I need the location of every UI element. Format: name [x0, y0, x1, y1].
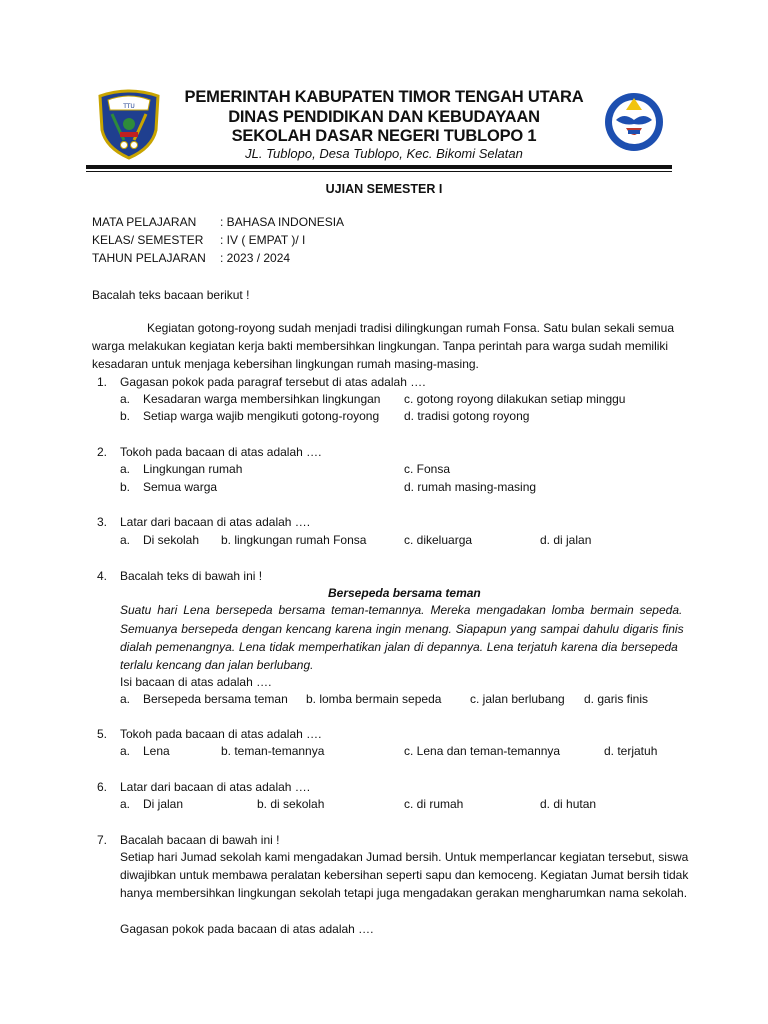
q6-option-c: c. di rumah — [404, 797, 464, 811]
svg-text:TTU: TTU — [123, 103, 135, 110]
q4-question: Isi bacaan di atas adalah …. — [120, 675, 272, 689]
header-line-1: PEMERINTAH KABUPATEN TIMOR TENGAH UTARA — [184, 88, 584, 106]
q3-option-d: d. di jalan — [540, 533, 592, 547]
q1-text: Gagasan pokok pada paragraf tersebut di atas adalah …. — [120, 375, 426, 389]
q6-number: 6. — [97, 780, 108, 794]
story-line-3: dialah pemenangnya. Lena tidak memperhatikan jalan di depannya. Lena terjatuh karena dia bersepeda — [120, 640, 678, 654]
info-label-subject: MATA PELAJARAN — [92, 215, 197, 229]
q1-a-letter: a. — [120, 392, 131, 406]
story-line-2: Semuanya bersepeda dengan kencang karena ingin menang. Siapapun yang sampai dahulu digaris finis — [120, 622, 684, 636]
q4-option-c: c. jalan berlubang — [470, 692, 565, 706]
q4-option-b: b. lomba bermain sepeda — [306, 692, 442, 706]
q5-option-d: d. terjatuh — [604, 744, 658, 758]
story-line-1: Suatu hari Lena bersepeda bersama teman-temannya. Mereka mengadakan lomba bermain sepeda. — [120, 603, 683, 617]
info-value-year: : 2023 / 2024 — [220, 251, 291, 265]
story-title: Bersepeda bersama teman — [328, 586, 481, 600]
q3-option-a: Di sekolah — [143, 533, 200, 547]
q2-option-d: d. rumah masing-masing — [404, 480, 537, 494]
q1-number: 1. — [97, 375, 108, 389]
info-value-subject: : BAHASA INDONESIA — [220, 215, 345, 229]
header-line-2: DINAS PENDIDIKAN DAN KEBUDAYAAN — [228, 108, 540, 126]
q2-b-letter: b. — [120, 480, 131, 494]
q3-option-c: c. dikeluarga — [404, 533, 473, 547]
passage-line-3: kesadaran untuk menjaga kebersihan lingkungan rumah masing-masing. — [92, 357, 479, 371]
q3-text: Latar dari bacaan di atas adalah …. — [120, 515, 311, 529]
q5-option-b: b. teman-temannya — [221, 744, 325, 758]
q6-option-d: d. di hutan — [540, 797, 597, 811]
passage-line-1: Kegiatan gotong-royong sudah menjadi tradisi dilingkungan rumah Fonsa. Satu bulan sekali semua — [147, 321, 674, 335]
info-label-class: KELAS/ SEMESTER — [92, 233, 204, 247]
q4-option-d: d. garis finis — [584, 692, 649, 706]
q7-line-3: hanya membersihkan lingkungan sekolah tetapi juga mengadakan gerakan mengharumkan nama sekolah. — [120, 886, 688, 900]
q5-number: 5. — [97, 727, 108, 741]
q2-option-c: c. Fonsa — [404, 462, 451, 476]
header-address: JL. Tublopo, Desa Tublopo, Kec. Bikomi Selatan — [245, 146, 523, 161]
q7-text: Bacalah bacaan di bawah ini ! — [120, 833, 280, 847]
q2-option-b: Semua warga — [143, 480, 218, 494]
q6-a-letter: a. — [120, 797, 131, 811]
q7-number: 7. — [97, 833, 108, 847]
q7-line-2: diwajibkan untuk membawa peralatan kebersihan seperti sapu dan kemoceng. Kegiatan Jumat bersih tidak — [120, 868, 689, 882]
q3-option-b: b. lingkungan rumah Fonsa — [221, 533, 367, 547]
q5-option-c: c. Lena dan teman-temannya — [404, 744, 561, 758]
info-label-year: TAHUN PELAJARAN — [92, 251, 206, 265]
q2-text: Tokoh pada bacaan di atas adalah …. — [120, 445, 322, 459]
q4-text: Bacalah teks di bawah ini ! — [120, 569, 263, 583]
info-value-class: : IV ( EMPAT )/ I — [220, 233, 306, 247]
story-line-4: terlalu kencang dan jalan berlubang. — [120, 658, 314, 672]
q5-option-a: Lena — [143, 744, 170, 758]
q1-b-letter: b. — [120, 409, 131, 423]
q6-option-b: b. di sekolah — [257, 797, 325, 811]
q1-option-a: Kesadaran warga membersihkan lingkungan — [143, 392, 381, 406]
header-line-3: SEKOLAH DASAR NEGERI TUBLOPO 1 — [231, 127, 537, 145]
q1-option-c: c. gotong royong dilakukan setiap minggu — [404, 392, 626, 406]
header-divider-thick — [86, 165, 672, 169]
q1-option-d: d. tradisi gotong royong — [404, 409, 530, 423]
q3-number: 3. — [97, 515, 108, 529]
q2-a-letter: a. — [120, 462, 131, 476]
q3-a-letter: a. — [120, 533, 131, 547]
q4-option-a: Bersepeda bersama teman — [143, 692, 288, 706]
q7-line-1: Setiap hari Jumad sekolah kami mengadakan Jumad bersih. Untuk memperlancar kegiatan tersebut, siswa — [120, 850, 689, 864]
q5-text: Tokoh pada bacaan di atas adalah …. — [120, 727, 322, 741]
header-divider-thin — [86, 171, 672, 172]
q2-number: 2. — [97, 445, 108, 459]
q2-option-a: Lingkungan rumah — [143, 462, 243, 476]
q1-option-b: Setiap warga wajib mengikuti gotong-royong — [143, 409, 380, 423]
q4-number: 4. — [97, 569, 108, 583]
exam-title: UJIAN SEMESTER I — [325, 182, 443, 196]
q5-a-letter: a. — [120, 744, 131, 758]
q6-text: Latar dari bacaan di atas adalah …. — [120, 780, 311, 794]
q7-question: Gagasan pokok pada bacaan di atas adalah …. — [120, 922, 374, 936]
q6-option-a: Di jalan — [143, 797, 184, 811]
q4-a-letter: a. — [120, 692, 131, 706]
instruction: Bacalah teks bacaan berikut ! — [92, 288, 250, 302]
passage-line-2: warga melakukan kegiatan kerja bakti membersihkan lingkungan. Tanpa perintah para warga sudah memiliki — [92, 339, 669, 353]
